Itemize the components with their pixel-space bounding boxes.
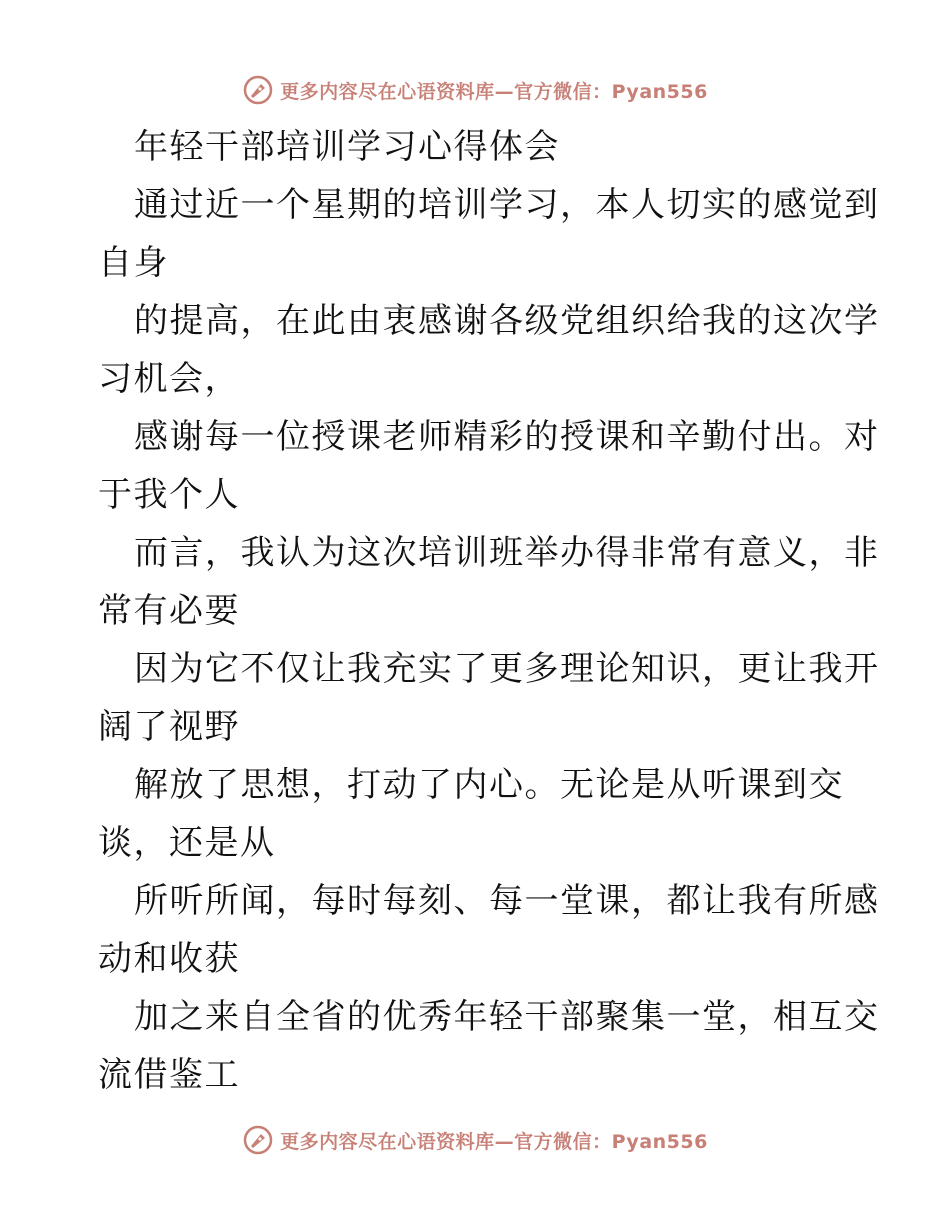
paragraph-line: 通过近一个星期的培训学习，本人切实的感觉到 <box>134 185 880 225</box>
watermark-text: 更多内容尽在心语资料库—官方微信：Pyan556 <box>280 80 708 103</box>
paragraph-line: 加之来自全省的优秀年轻干部聚集一堂，相互交 <box>134 997 880 1037</box>
paragraph-line: 自身 <box>98 243 169 283</box>
paragraph-line: 谈，还是从 <box>98 823 276 863</box>
paragraph-line: 所听所闻，每时每刻、每一堂课，都让我有所感 <box>134 881 880 921</box>
paragraph-line: 感谢每一位授课老师精彩的授课和辛勤付出。对 <box>134 417 880 457</box>
paragraph-line: 阔了视野 <box>98 707 240 747</box>
pen-nib-logo-icon <box>242 1124 274 1156</box>
paragraph-line: 解放了思想，打动了内心。无论是从听课到交 <box>134 765 844 805</box>
header-watermark <box>0 70 950 110</box>
watermark-text: 更多内容尽在心语资料库—官方微信：Pyan556 <box>280 1130 708 1153</box>
paragraph-line: 因为它不仅让我充实了更多理论知识，更让我开 <box>134 649 880 689</box>
paragraph-line: 于我个人 <box>98 475 240 515</box>
paragraph-line: 习机会， <box>98 359 240 399</box>
paragraph-line: 流借鉴工 <box>98 1055 240 1095</box>
pen-nib-logo-icon <box>242 74 274 106</box>
paragraph-line: 动和收获 <box>98 939 240 979</box>
document-body <box>98 118 880 1104</box>
paragraph-line: 的提高，在此由衷感谢各级党组织给我的这次学 <box>134 301 880 341</box>
document-title: 年轻干部培训学习心得体会 <box>134 127 560 167</box>
footer-watermark <box>0 1120 950 1160</box>
paragraph-line: 而言，我认为这次培训班举办得非常有意义，非 <box>134 533 880 573</box>
paragraph-line: 常有必要 <box>98 591 240 631</box>
